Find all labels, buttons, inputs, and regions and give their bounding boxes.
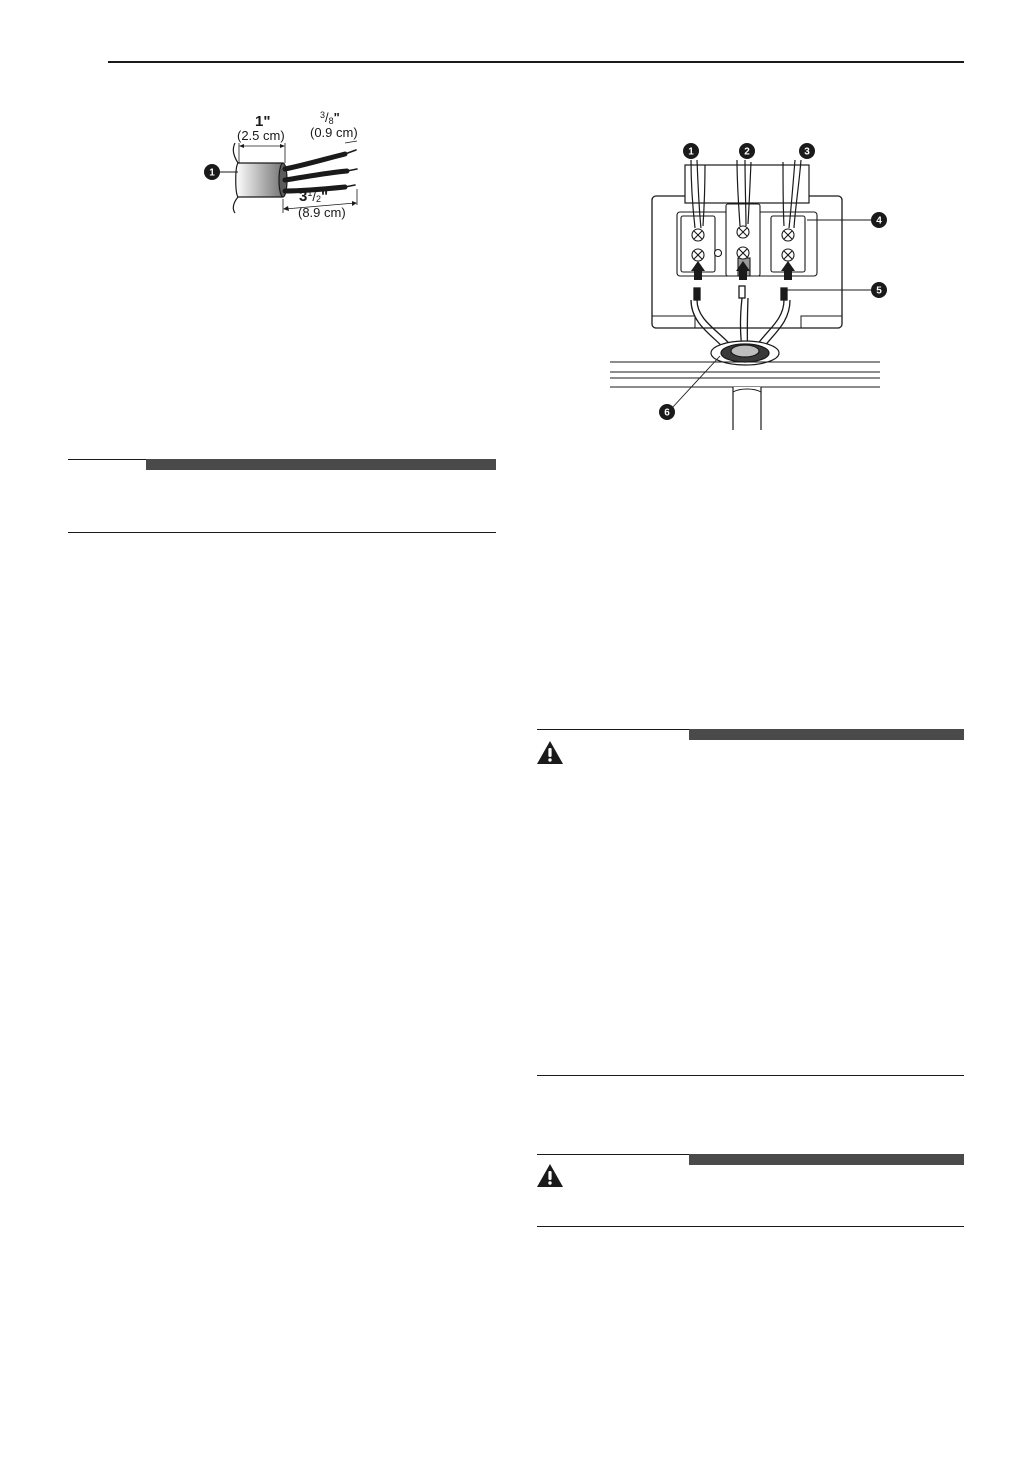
header-rule <box>108 61 964 63</box>
warning-2-header-bar <box>689 1154 964 1165</box>
left-note-header-bar <box>146 459 496 470</box>
callout-1-cord-label: 1 <box>209 167 215 179</box>
warning-1-header-bar <box>689 729 964 740</box>
strain-relief <box>711 341 779 365</box>
svg-text:1: 1 <box>688 146 694 158</box>
terminal-block-figure <box>605 140 895 430</box>
left-note-bottom-rule <box>68 532 496 533</box>
svg-text:5: 5 <box>876 285 882 297</box>
svg-text:4: 4 <box>876 215 882 227</box>
warning-1-top-rule <box>537 729 689 730</box>
dim-jacket-imperial: 1" <box>255 113 271 130</box>
left-note-top-rule <box>68 459 146 460</box>
svg-text:6: 6 <box>664 407 670 419</box>
callout-2 <box>739 143 755 159</box>
warning-2-bottom-rule <box>537 1226 964 1227</box>
dim-conductor-length-metric: (8.9 cm) <box>298 205 346 220</box>
callout-5 <box>871 282 887 298</box>
callout-6 <box>659 404 675 420</box>
dim-conductor-tip-metric: (0.9 cm) <box>310 125 358 140</box>
svg-text:2: 2 <box>744 146 750 158</box>
dim-jacket-metric: (2.5 cm) <box>237 128 285 143</box>
conductors <box>285 150 357 191</box>
svg-text:3: 3 <box>804 146 810 158</box>
warning-triangle-icon <box>536 740 564 765</box>
warning-2-top-rule <box>537 1154 689 1155</box>
dim-conductor-length-imperial: $3^1_/2$" <box>299 188 329 205</box>
callout-3 <box>799 143 815 159</box>
dim-conductor-tip-imperial: $^3_/$8" <box>320 110 340 126</box>
cord-strip-figure <box>195 105 380 225</box>
warning-triangle-icon <box>536 1163 564 1188</box>
callout-1 <box>683 143 699 159</box>
warning-1-bottom-rule <box>537 1075 964 1076</box>
callout-4 <box>871 212 887 228</box>
